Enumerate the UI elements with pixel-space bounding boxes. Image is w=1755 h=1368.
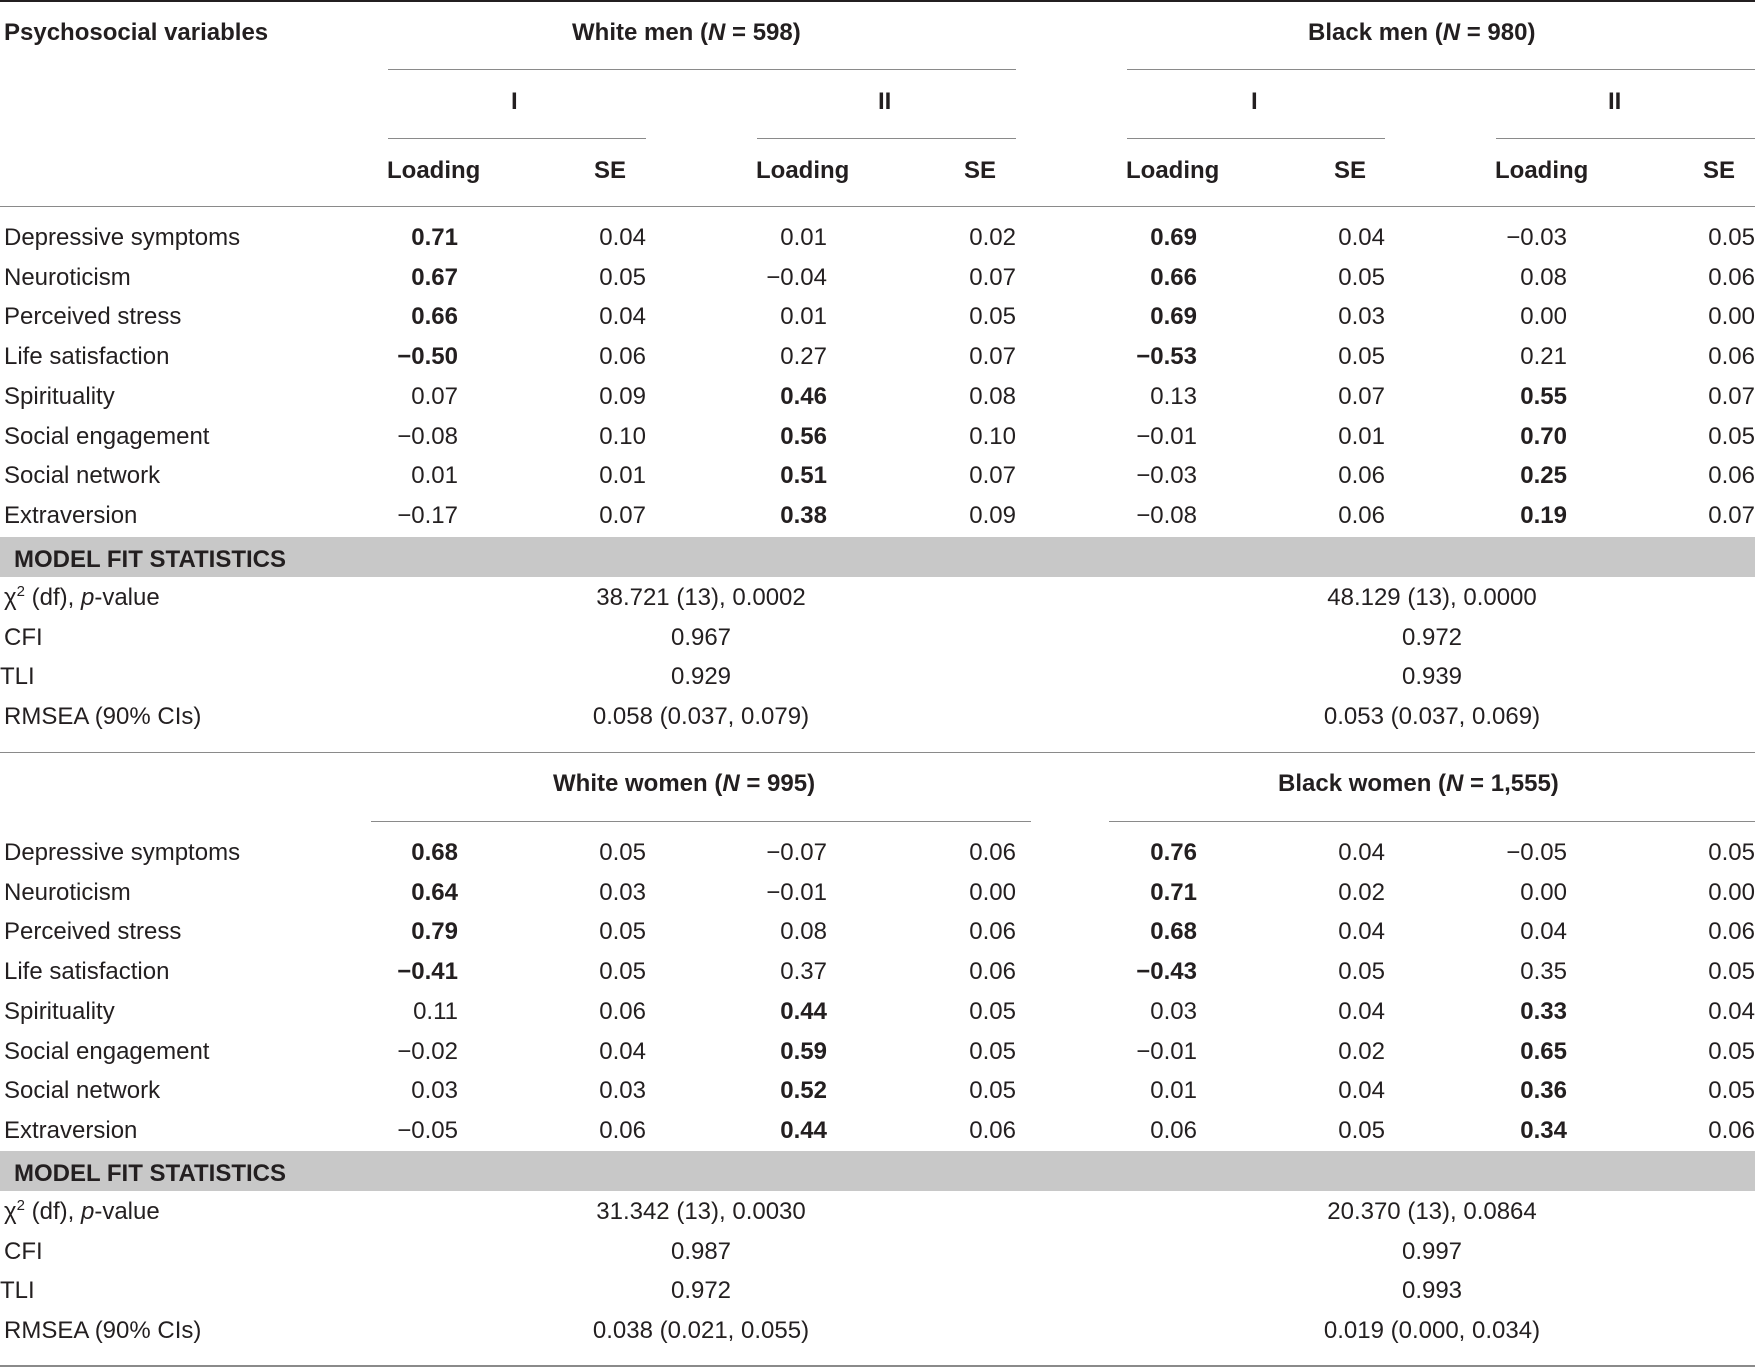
women-cell: 0.04 bbox=[1338, 1077, 1385, 1104]
women-cell: 0.05 bbox=[599, 839, 646, 866]
women-fit-label: RMSEA (90% CIs) bbox=[4, 1317, 202, 1344]
women-cell: 0.04 bbox=[1708, 998, 1755, 1025]
women-cell: 0.04 bbox=[599, 1038, 646, 1065]
women-cell: 0.01 bbox=[1150, 1077, 1197, 1104]
men-cell: 0.06 bbox=[1708, 264, 1755, 291]
men-cell: 0.04 bbox=[599, 224, 646, 251]
men-cell: 0.46 bbox=[780, 383, 827, 410]
men-cell: 0.05 bbox=[1338, 264, 1385, 291]
col-loading-1: Loading bbox=[387, 157, 481, 184]
men-fit-label: RMSEA (90% CIs) bbox=[4, 703, 202, 730]
men-cell: 0.06 bbox=[1708, 343, 1755, 370]
men-cell: 0.01 bbox=[780, 303, 827, 330]
men-cell: 0.66 bbox=[411, 303, 458, 330]
men-cell: 0.38 bbox=[780, 502, 827, 529]
men-cell: 0.07 bbox=[969, 264, 1016, 291]
men-fit-white-value: 0.929 bbox=[670, 663, 732, 690]
women-cell: 0.05 bbox=[1708, 1038, 1755, 1065]
men-cell: 0.71 bbox=[411, 224, 458, 251]
men-cell: 0.07 bbox=[599, 502, 646, 529]
women-fit-band bbox=[0, 1151, 1755, 1191]
col-loading-4: Loading bbox=[1495, 157, 1589, 184]
women-cell: 0.05 bbox=[969, 1077, 1016, 1104]
women-cell: 0.00 bbox=[969, 879, 1016, 906]
women-cell: 0.02 bbox=[1338, 1038, 1385, 1065]
women-row-label: Perceived stress bbox=[4, 918, 182, 945]
women-cell: 0.04 bbox=[1338, 839, 1385, 866]
women-fit-title: MODEL FIT STATISTICS bbox=[14, 1160, 286, 1187]
women-cell: 0.44 bbox=[780, 998, 827, 1025]
men-cell: 0.09 bbox=[969, 502, 1016, 529]
wm-factor-II: II bbox=[878, 88, 892, 115]
women-cell: −0.07 bbox=[766, 839, 827, 866]
women-cell: 0.00 bbox=[1708, 879, 1755, 906]
men-cell: −0.08 bbox=[397, 423, 458, 450]
bm-factor-II: II bbox=[1608, 88, 1622, 115]
women-cell: 0.65 bbox=[1520, 1038, 1567, 1065]
women-cell: 0.06 bbox=[969, 1117, 1016, 1144]
women-cell: −0.01 bbox=[766, 879, 827, 906]
women-cell: 0.05 bbox=[1338, 958, 1385, 985]
men-cell: 0.07 bbox=[969, 343, 1016, 370]
men-cell: 0.00 bbox=[1520, 303, 1567, 330]
black-women-rule bbox=[1109, 821, 1755, 822]
women-cell: −0.05 bbox=[397, 1117, 458, 1144]
women-cell: 0.06 bbox=[599, 1117, 646, 1144]
bm-II-rule bbox=[1496, 138, 1755, 139]
women-cell: 0.68 bbox=[1150, 918, 1197, 945]
col-loading-3: Loading bbox=[1126, 157, 1220, 184]
women-cell: 0.33 bbox=[1520, 998, 1567, 1025]
women-cell: 0.05 bbox=[1708, 839, 1755, 866]
men-fit-white-value: 38.721 (13), 0.0002 bbox=[596, 584, 806, 611]
men-cell: −0.03 bbox=[1136, 462, 1197, 489]
men-cell: 0.02 bbox=[969, 224, 1016, 251]
women-cell: 0.44 bbox=[780, 1117, 827, 1144]
men-fit-label: $\chi^2$ (df), p-value bbox=[4, 583, 160, 611]
women-cell: 0.76 bbox=[1150, 839, 1197, 866]
women-cell: 0.64 bbox=[411, 879, 458, 906]
men-cell: −0.08 bbox=[1136, 502, 1197, 529]
men-cell: 0.69 bbox=[1150, 303, 1197, 330]
women-cell: 0.03 bbox=[1150, 998, 1197, 1025]
men-cell: 0.51 bbox=[780, 462, 827, 489]
men-cell: 0.05 bbox=[1708, 224, 1755, 251]
men-cell: 0.05 bbox=[969, 303, 1016, 330]
men-cell: 0.01 bbox=[411, 462, 458, 489]
women-fit-label: CFI bbox=[4, 1238, 43, 1265]
men-cell: 0.07 bbox=[1338, 383, 1385, 410]
women-fit-white-value: 31.342 (13), 0.0030 bbox=[596, 1198, 806, 1225]
wm-I-rule bbox=[388, 138, 646, 139]
men-cell: 0.70 bbox=[1520, 423, 1567, 450]
wm-factor-I: I bbox=[511, 88, 518, 115]
women-fit-black-value: 20.370 (13), 0.0864 bbox=[1327, 1198, 1537, 1225]
women-cell: −0.43 bbox=[1136, 958, 1197, 985]
men-cell: 0.07 bbox=[1708, 502, 1755, 529]
women-cell: 0.35 bbox=[1520, 958, 1567, 985]
women-cell: 0.05 bbox=[599, 958, 646, 985]
men-cell: 0.56 bbox=[780, 423, 827, 450]
men-cell: 0.07 bbox=[1708, 383, 1755, 410]
men-row-label: Depressive symptoms bbox=[4, 224, 241, 251]
men-row-label: Extraversion bbox=[4, 502, 138, 529]
women-cell: −0.02 bbox=[397, 1038, 458, 1065]
col-se-4: SE bbox=[1703, 157, 1736, 184]
women-cell: 0.71 bbox=[1150, 879, 1197, 906]
women-row-label: Social engagement bbox=[4, 1038, 210, 1065]
men-cell: 0.06 bbox=[1708, 462, 1755, 489]
women-fit-black-value: 0.993 bbox=[1401, 1277, 1463, 1304]
men-fit-label: CFI bbox=[4, 624, 43, 651]
bm-factor-I: I bbox=[1251, 88, 1258, 115]
black-men-rule bbox=[1127, 69, 1755, 70]
top-rule bbox=[0, 0, 1755, 2]
women-cell: 0.05 bbox=[1708, 1077, 1755, 1104]
white-women-rule bbox=[371, 821, 1031, 822]
women-cell: 0.06 bbox=[1150, 1117, 1197, 1144]
men-fit-black-value: 48.129 (13), 0.0000 bbox=[1327, 584, 1537, 611]
women-cell: 0.05 bbox=[969, 998, 1016, 1025]
men-fit-band bbox=[0, 537, 1755, 577]
women-cell: 0.02 bbox=[1338, 879, 1385, 906]
men-cell: 0.10 bbox=[969, 423, 1016, 450]
men-fit-black-value: 0.053 (0.037, 0.069) bbox=[1323, 703, 1541, 730]
women-cell: −0.41 bbox=[397, 958, 458, 985]
men-cell: 0.00 bbox=[1708, 303, 1755, 330]
men-cell: 0.03 bbox=[1338, 303, 1385, 330]
black-men-header: Black men (N = 980) bbox=[1308, 19, 1536, 46]
bottom-rule bbox=[0, 1365, 1755, 1367]
women-fit-label: TLI bbox=[0, 1277, 35, 1304]
women-fit-black-value: 0.019 (0.000, 0.034) bbox=[1323, 1317, 1541, 1344]
men-cell: 0.07 bbox=[411, 383, 458, 410]
women-fit-white-value: 0.972 bbox=[670, 1277, 732, 1304]
women-fit-label: $\chi^2$ (df), p-value bbox=[4, 1197, 160, 1225]
men-cell: 0.06 bbox=[1338, 502, 1385, 529]
men-row-label: Neuroticism bbox=[4, 264, 131, 291]
men-cell: −0.04 bbox=[766, 264, 827, 291]
women-cell: −0.01 bbox=[1136, 1038, 1197, 1065]
men-cell: 0.67 bbox=[411, 264, 458, 291]
men-cell: 0.06 bbox=[1338, 462, 1385, 489]
women-row-label: Depressive symptoms bbox=[4, 839, 241, 866]
men-fit-label: TLI bbox=[0, 663, 35, 690]
men-cell: 0.55 bbox=[1520, 383, 1567, 410]
row-label-header: Psychosocial variables bbox=[4, 19, 269, 46]
men-cell: 0.19 bbox=[1520, 502, 1567, 529]
men-cell: 0.05 bbox=[1708, 423, 1755, 450]
men-cell: 0.10 bbox=[599, 423, 646, 450]
men-cell: 0.01 bbox=[1338, 423, 1385, 450]
men-cell: 0.25 bbox=[1520, 462, 1567, 489]
men-cell: −0.50 bbox=[397, 343, 458, 370]
men-cell: 0.09 bbox=[599, 383, 646, 410]
women-fit-white-value: 0.987 bbox=[670, 1238, 732, 1265]
women-cell: −0.05 bbox=[1506, 839, 1567, 866]
men-cell: −0.53 bbox=[1136, 343, 1197, 370]
women-cell: 0.06 bbox=[969, 958, 1016, 985]
women-row-label: Neuroticism bbox=[4, 879, 131, 906]
women-cell: 0.03 bbox=[599, 879, 646, 906]
women-cell: 0.06 bbox=[1708, 1117, 1755, 1144]
women-cell: 0.06 bbox=[969, 839, 1016, 866]
men-cell: 0.06 bbox=[599, 343, 646, 370]
men-fit-white-value: 0.967 bbox=[670, 624, 732, 651]
col-se-2: SE bbox=[964, 157, 997, 184]
women-cell: 0.05 bbox=[599, 918, 646, 945]
men-cell: 0.69 bbox=[1150, 224, 1197, 251]
women-cell: 0.08 bbox=[780, 918, 827, 945]
men-row-label: Life satisfaction bbox=[4, 343, 170, 370]
header-bottom-rule bbox=[0, 206, 1755, 207]
white-men-rule bbox=[388, 69, 1016, 70]
men-fit-title: MODEL FIT STATISTICS bbox=[14, 546, 286, 573]
women-cell: 0.52 bbox=[780, 1077, 827, 1104]
men-cell: 0.21 bbox=[1520, 343, 1567, 370]
bm-I-rule bbox=[1127, 138, 1385, 139]
men-cell: −0.03 bbox=[1506, 224, 1567, 251]
women-fit-white-value: 0.038 (0.021, 0.055) bbox=[592, 1317, 810, 1344]
men-cell: −0.01 bbox=[1136, 423, 1197, 450]
men-cell: 0.04 bbox=[599, 303, 646, 330]
women-cell: 0.06 bbox=[1708, 918, 1755, 945]
men-fit-black-value: 0.972 bbox=[1401, 624, 1463, 651]
women-row-label: Extraversion bbox=[4, 1117, 138, 1144]
men-cell: 0.05 bbox=[1338, 343, 1385, 370]
col-loading-2: Loading bbox=[756, 157, 850, 184]
women-cell: 0.06 bbox=[599, 998, 646, 1025]
men-cell: 0.05 bbox=[599, 264, 646, 291]
women-cell: 0.68 bbox=[411, 839, 458, 866]
men-fit-white-value: 0.058 (0.037, 0.079) bbox=[592, 703, 810, 730]
men-row-label: Social network bbox=[4, 462, 161, 489]
women-cell: 0.04 bbox=[1338, 998, 1385, 1025]
women-cell: 0.03 bbox=[599, 1077, 646, 1104]
women-row-label: Spirituality bbox=[4, 998, 115, 1025]
men-row-label: Social engagement bbox=[4, 423, 210, 450]
women-fit-black-value: 0.997 bbox=[1401, 1238, 1463, 1265]
women-cell: 0.59 bbox=[780, 1038, 827, 1065]
white-women-header: White women (N = 995) bbox=[553, 770, 816, 797]
men-cell: 0.01 bbox=[780, 224, 827, 251]
women-row-label: Life satisfaction bbox=[4, 958, 170, 985]
men-fit-black-value: 0.939 bbox=[1401, 663, 1463, 690]
wm-II-rule bbox=[757, 138, 1016, 139]
women-cell: 0.05 bbox=[969, 1038, 1016, 1065]
men-cell: 0.27 bbox=[780, 343, 827, 370]
women-row-label: Social network bbox=[4, 1077, 161, 1104]
men-row-label: Perceived stress bbox=[4, 303, 182, 330]
men-cell: −0.17 bbox=[397, 502, 458, 529]
section-divider bbox=[0, 752, 1755, 753]
col-se-1: SE bbox=[594, 157, 627, 184]
women-cell: 0.37 bbox=[780, 958, 827, 985]
women-cell: 0.05 bbox=[1338, 1117, 1385, 1144]
women-cell: 0.05 bbox=[1708, 958, 1755, 985]
men-cell: 0.08 bbox=[969, 383, 1016, 410]
men-cell: 0.01 bbox=[599, 462, 646, 489]
women-cell: 0.79 bbox=[411, 918, 458, 945]
men-cell: 0.08 bbox=[1520, 264, 1567, 291]
women-cell: 0.11 bbox=[413, 998, 458, 1025]
black-women-header: Black women (N = 1,555) bbox=[1278, 770, 1559, 797]
white-men-header: White men (N = 598) bbox=[572, 19, 801, 46]
women-cell: 0.06 bbox=[969, 918, 1016, 945]
men-cell: 0.66 bbox=[1150, 264, 1197, 291]
men-cell: 0.04 bbox=[1338, 224, 1385, 251]
men-cell: 0.13 bbox=[1150, 383, 1197, 410]
women-cell: 0.34 bbox=[1520, 1117, 1567, 1144]
women-cell: 0.36 bbox=[1520, 1077, 1567, 1104]
col-se-3: SE bbox=[1334, 157, 1367, 184]
women-cell: 0.00 bbox=[1520, 879, 1567, 906]
men-row-label: Spirituality bbox=[4, 383, 115, 410]
men-cell: 0.07 bbox=[969, 462, 1016, 489]
women-cell: 0.04 bbox=[1520, 918, 1567, 945]
women-cell: 0.03 bbox=[411, 1077, 458, 1104]
women-cell: 0.04 bbox=[1338, 918, 1385, 945]
